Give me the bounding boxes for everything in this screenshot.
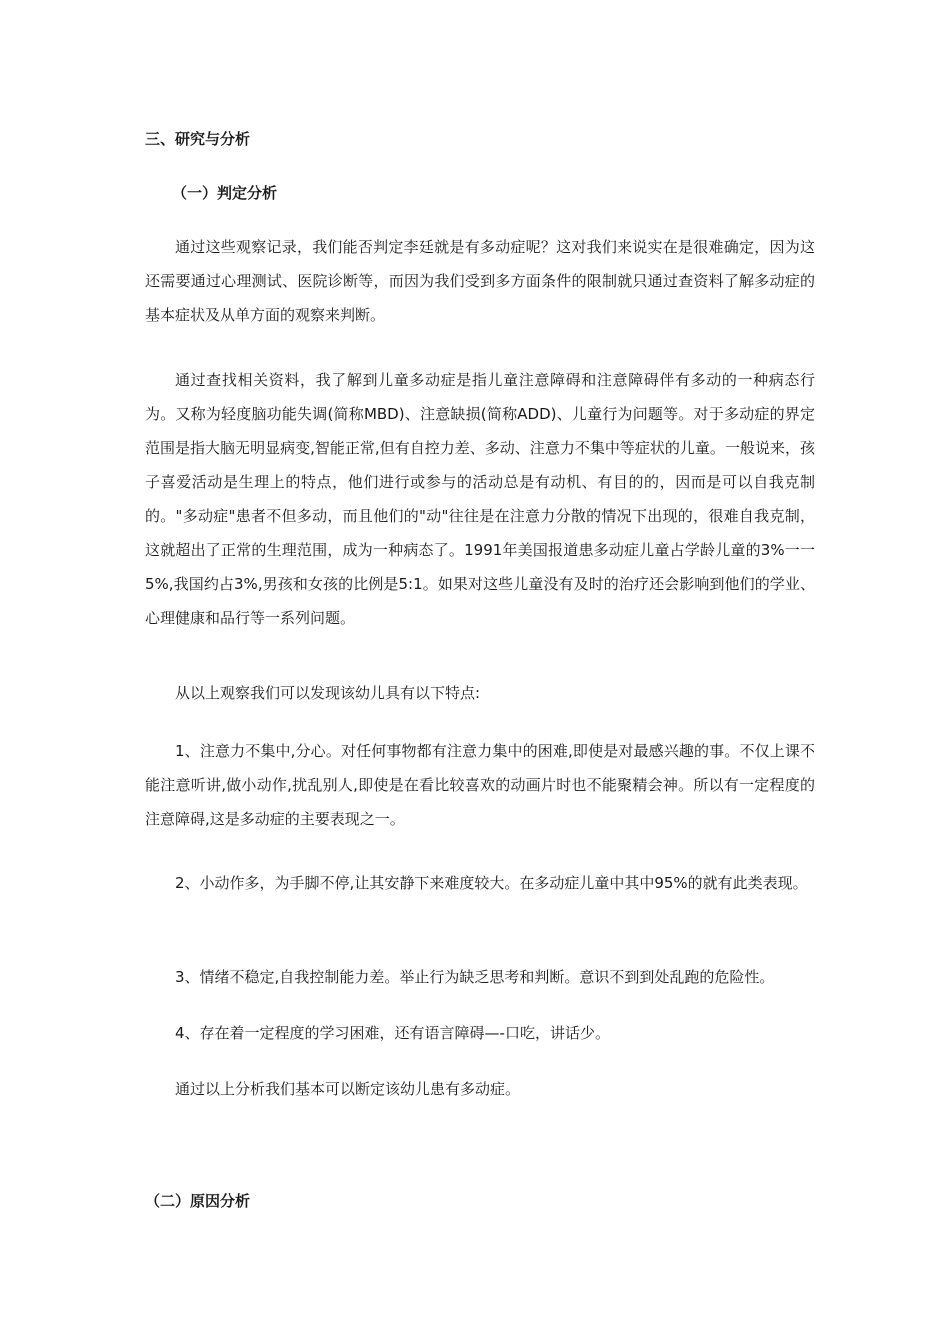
paragraph-feature-2: 2、小动作多，为手脚不停,让其安静下来难度较大。在多动症儿童中其中95%的就有此类表现。 bbox=[175, 874, 808, 892]
paragraph-feature-4: 4、存在着一定程度的学习困难，还有语言障碍—-口吃，讲话少。 bbox=[175, 1024, 610, 1042]
paragraph-feature-1: 1、注意力不集中,分心。对任何事物都有注意力集中的困难,即使是对最感兴趣的事。不仅上课不能注意听讲,做小动作,扰乱别人,即使是在看比较喜欢的动画片时也不能聚精会神。所以有一定程度的注意障碍,这是多动症的主要表现之一。 bbox=[145, 742, 815, 828]
section-title: 三、研究与分析 bbox=[145, 130, 251, 148]
paragraph-features-intro: 从以上观察我们可以发现该幼儿具有以下特点: bbox=[175, 684, 481, 702]
subsection-title-causes: （二）原因分析 bbox=[145, 1192, 251, 1210]
subsection-title-judgement: （一）判定分析 bbox=[172, 184, 278, 202]
paragraph-feature-3: 3、情绪不稳定,自我控制能力差。举止行为缺乏思考和判断。意识不到到处乱跑的危险性。 bbox=[175, 968, 775, 986]
paragraph-definition: 通过查找相关资料，我了解到儿童多动症是指儿童注意障碍和注意障碍伴有多动的一种病态行为。又称为轻度脑功能失调(简称MBD)、注意缺损(简称ADD)、儿童行为问题等。对于多动症的界定范围是指大脑无明显病变,智能正常,但有自控力差、多动、注意力不集中等症状的儿童。一般说来，孩子喜爱活动是生理上的特点，他们进行或参与的活动总是有动机、有目的的，因而是可以自我克制的。"多动症"患者不但多动，而且他们的"动"往往是在注意力分散的情况下出现的，很难自我克制，这就超出了正常的生理范围，成为一种病态了。1991年美国报道患多动症儿童占学龄儿童的3%一一5%,我国约占3%,男孩和女孩的比例是5:1。如果对这些儿童没有及时的治疗还会影响到他们的学业、心理健康和品行等一系列问题。 bbox=[145, 371, 815, 627]
paragraph-intro: 通过这些观察记录，我们能否判定李廷就是有多动症呢？这对我们来说实在是很难确定，因为这还需要通过心理测试、医院诊断等，而因为我们受到多方面条件的限制就只通过查资料了解多动症的基本症状及从单方面的观察来判断。 bbox=[145, 238, 815, 324]
paragraph-conclusion: 通过以上分析我们基本可以断定该幼儿患有多动症。 bbox=[175, 1080, 521, 1098]
